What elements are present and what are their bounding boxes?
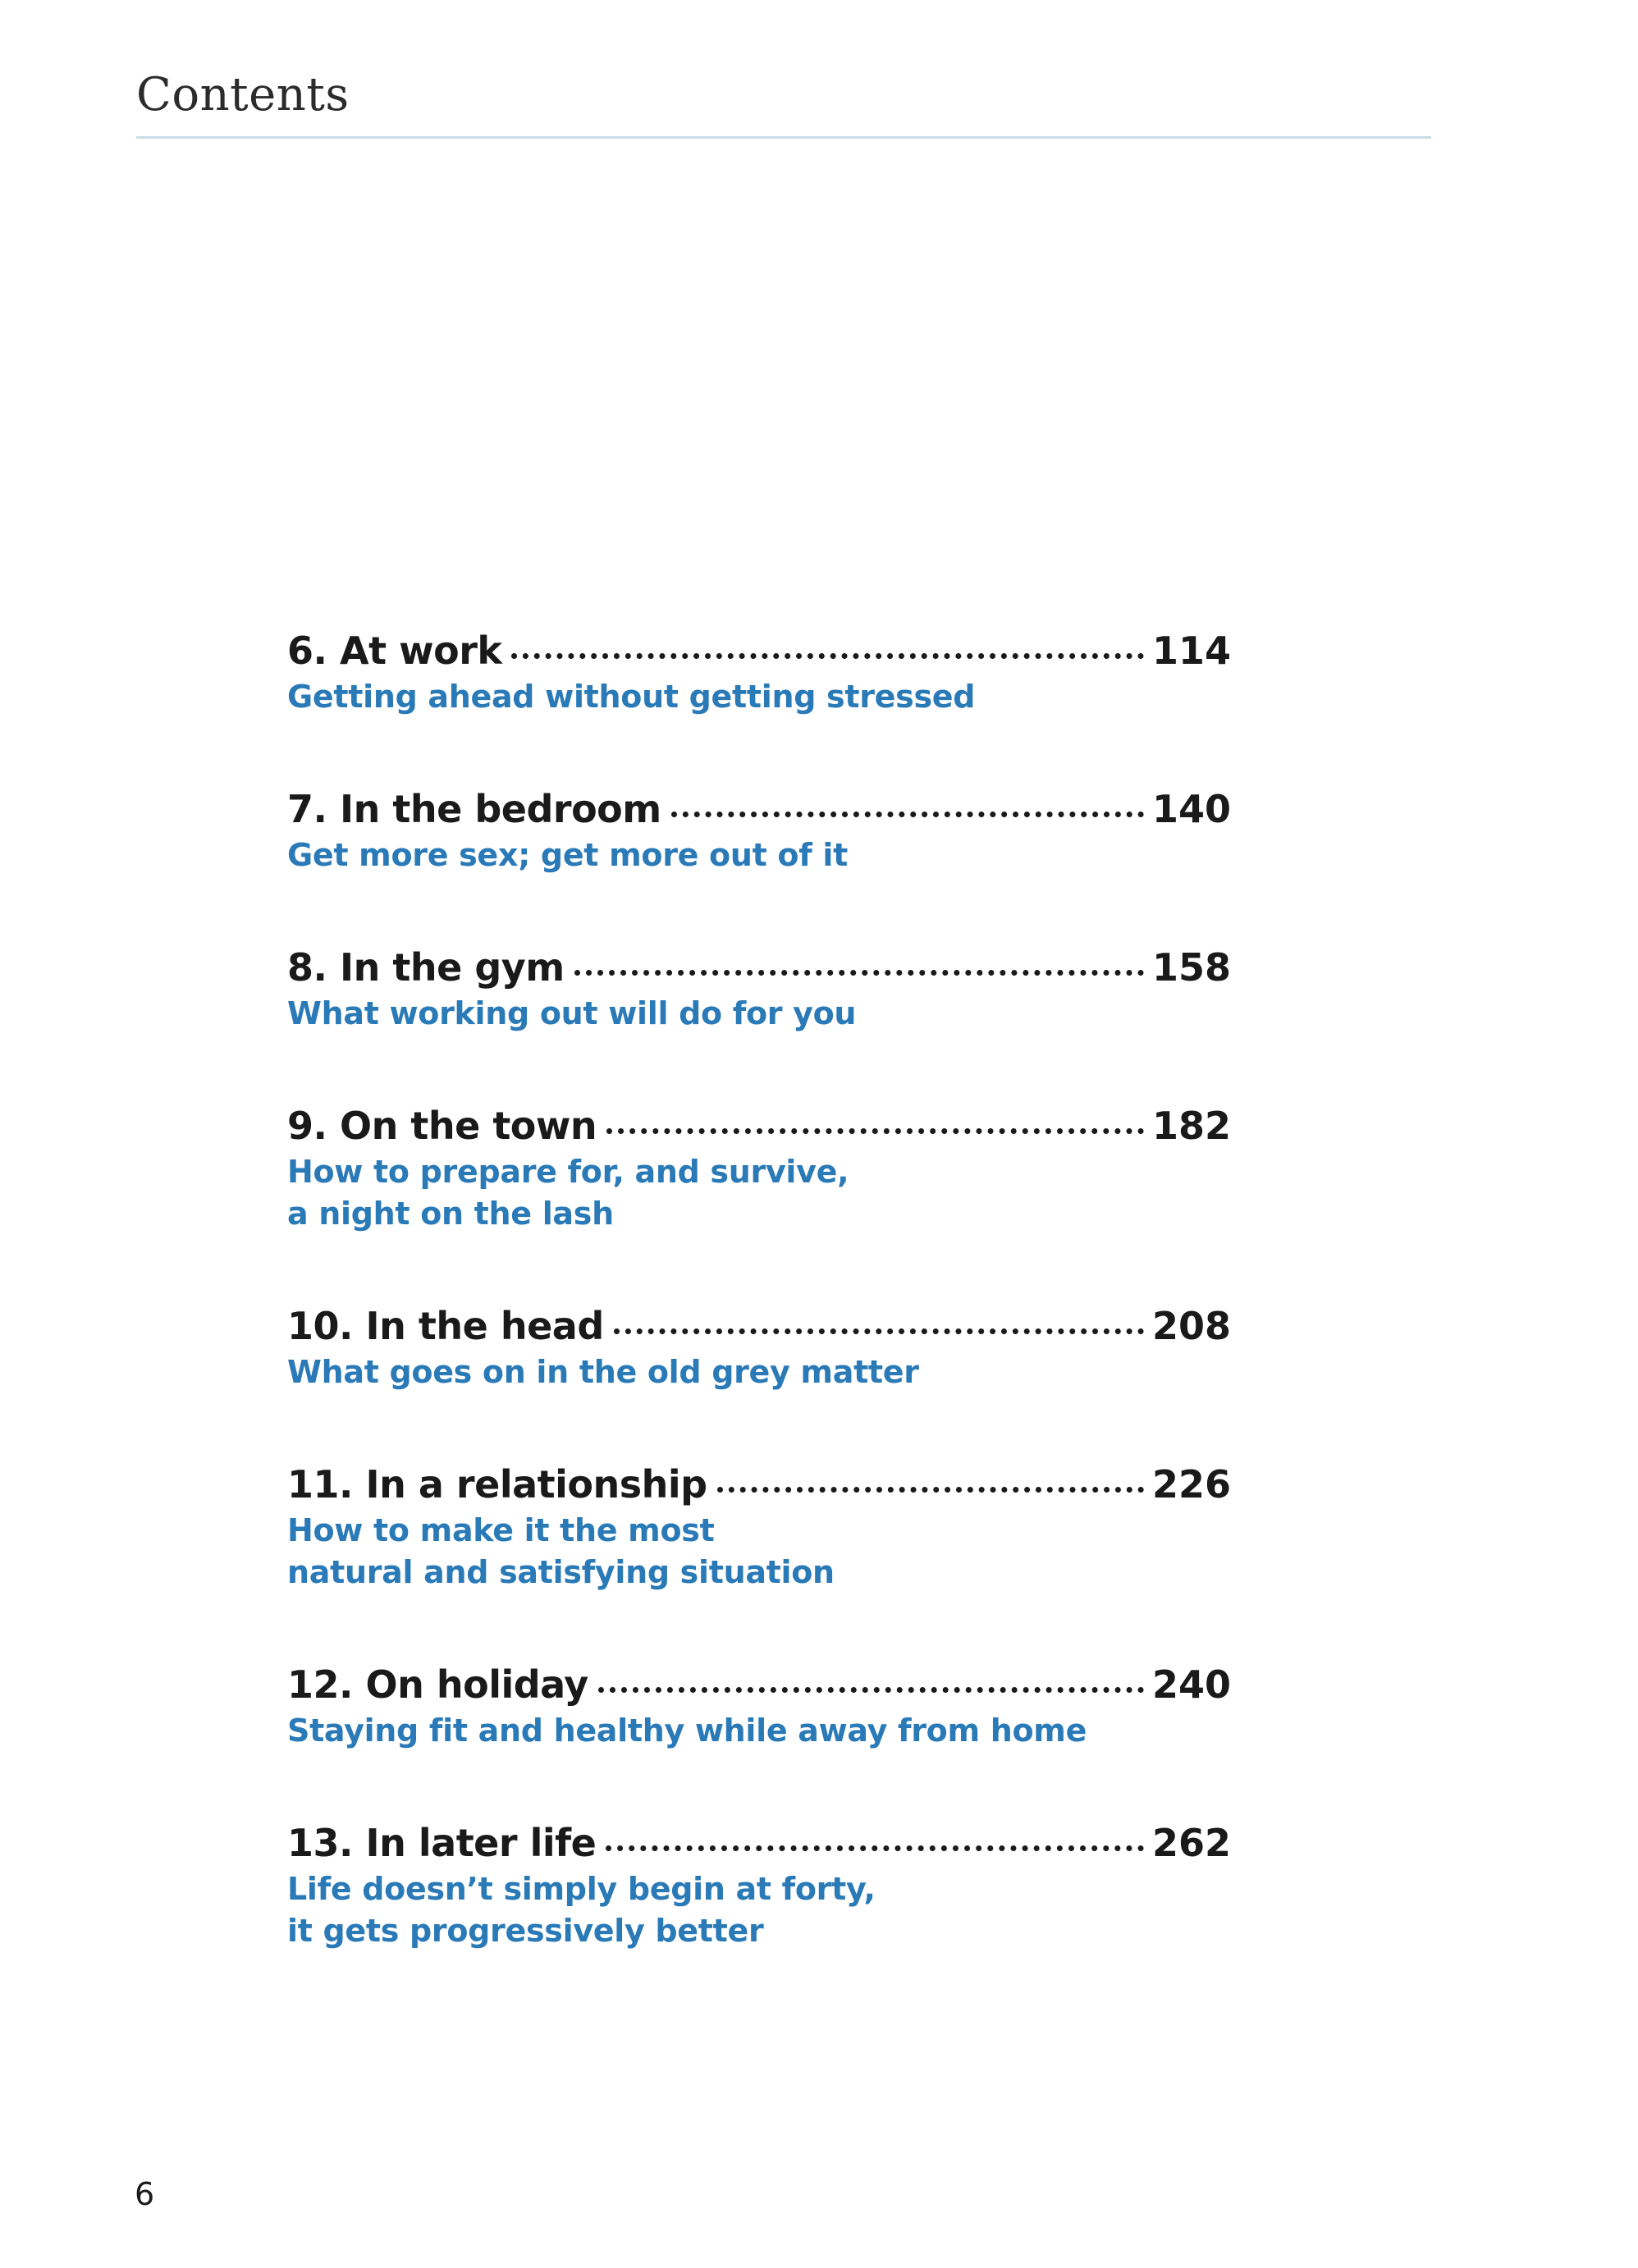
toc-subtitle-line: How to prepare for, and survive, [287,1154,849,1190]
toc-entry-page: 226 [1151,1462,1231,1507]
toc-entry[interactable] [287,1104,1231,1235]
toc-entry-title: 8. In the gym [287,945,565,990]
page-number: 6 [135,2176,155,2212]
toc-leader-dots [671,812,1144,817]
toc-entry-subtitle [287,676,1231,718]
toc-subtitle-line: Life doesn’t simply begin at forty, [287,1871,876,1907]
toc-subtitle-line: Getting ahead without getting stressed [287,679,976,715]
toc-entry-title: 10. In the head [287,1304,604,1348]
toc-subtitle-line: a night on the lash [287,1196,614,1232]
toc-entry-page: 182 [1151,1104,1231,1148]
toc-subtitle-line: What goes on in the old grey matter [287,1354,919,1390]
toc-entry-page: 262 [1151,1821,1231,1865]
toc-entry-page: 158 [1151,945,1231,990]
toc-entry-page: 240 [1151,1662,1231,1707]
toc-entry-subtitle [287,1710,1231,1752]
toc-entry-title: 12. On holiday [287,1662,588,1707]
toc-leader-dots [614,1328,1144,1334]
toc-entry[interactable] [287,787,1231,876]
toc-entry[interactable] [287,1462,1231,1594]
toc-leader-dots [606,1845,1144,1851]
toc-entry-line [287,1821,1231,1865]
toc-entry-title: 13. In later life [287,1821,597,1865]
toc-entry[interactable] [287,1304,1231,1393]
toc-entry-subtitle [287,1510,1231,1594]
toc-entry-subtitle [287,1151,1231,1235]
toc-leader-dots [511,653,1143,659]
toc-subtitle-line: it gets progressively better [287,1913,764,1949]
toc-entry-subtitle [287,1868,1231,1952]
toc-entry-title: 11. In a relationship [287,1462,707,1507]
page-header [136,68,1431,139]
toc-entry-line [287,787,1231,831]
toc-entry[interactable] [287,1662,1231,1752]
toc-entry[interactable] [287,1821,1231,1952]
toc-entry-subtitle [287,993,1231,1035]
toc-entry-title: 9. On the town [287,1104,597,1148]
toc-entry[interactable] [287,629,1231,718]
toc-entry-line [287,1304,1231,1348]
header-divider [136,136,1431,139]
toc-entry-line [287,629,1231,673]
table-of-contents [287,629,1231,2021]
toc-subtitle-line: Get more sex; get more out of it [287,837,848,873]
toc-entry-subtitle [287,834,1231,876]
toc-subtitle-line: How to make it the most [287,1512,715,1548]
toc-leader-dots [574,970,1144,976]
toc-entry-line [287,1104,1231,1148]
toc-entry-line [287,1462,1231,1507]
toc-entry-title: 7. In the bedroom [287,787,661,831]
toc-entry[interactable] [287,945,1231,1035]
toc-subtitle-line: natural and satisfying situation [287,1554,835,1590]
toc-entry-title: 6. At work [287,629,502,673]
page-title: Contents [136,68,350,121]
toc-leader-dots [717,1487,1144,1493]
toc-entry-page: 208 [1151,1304,1231,1348]
toc-entry-line [287,1662,1231,1707]
toc-entry-subtitle [287,1351,1231,1393]
toc-leader-dots [598,1687,1144,1693]
toc-leader-dots [606,1128,1144,1134]
toc-subtitle-line: What working out will do for you [287,995,857,1031]
toc-subtitle-line: Staying fit and healthy while away from home [287,1712,1087,1749]
toc-entry-page: 114 [1151,629,1231,673]
toc-entry-line [287,945,1231,990]
toc-entry-page: 140 [1151,787,1231,831]
